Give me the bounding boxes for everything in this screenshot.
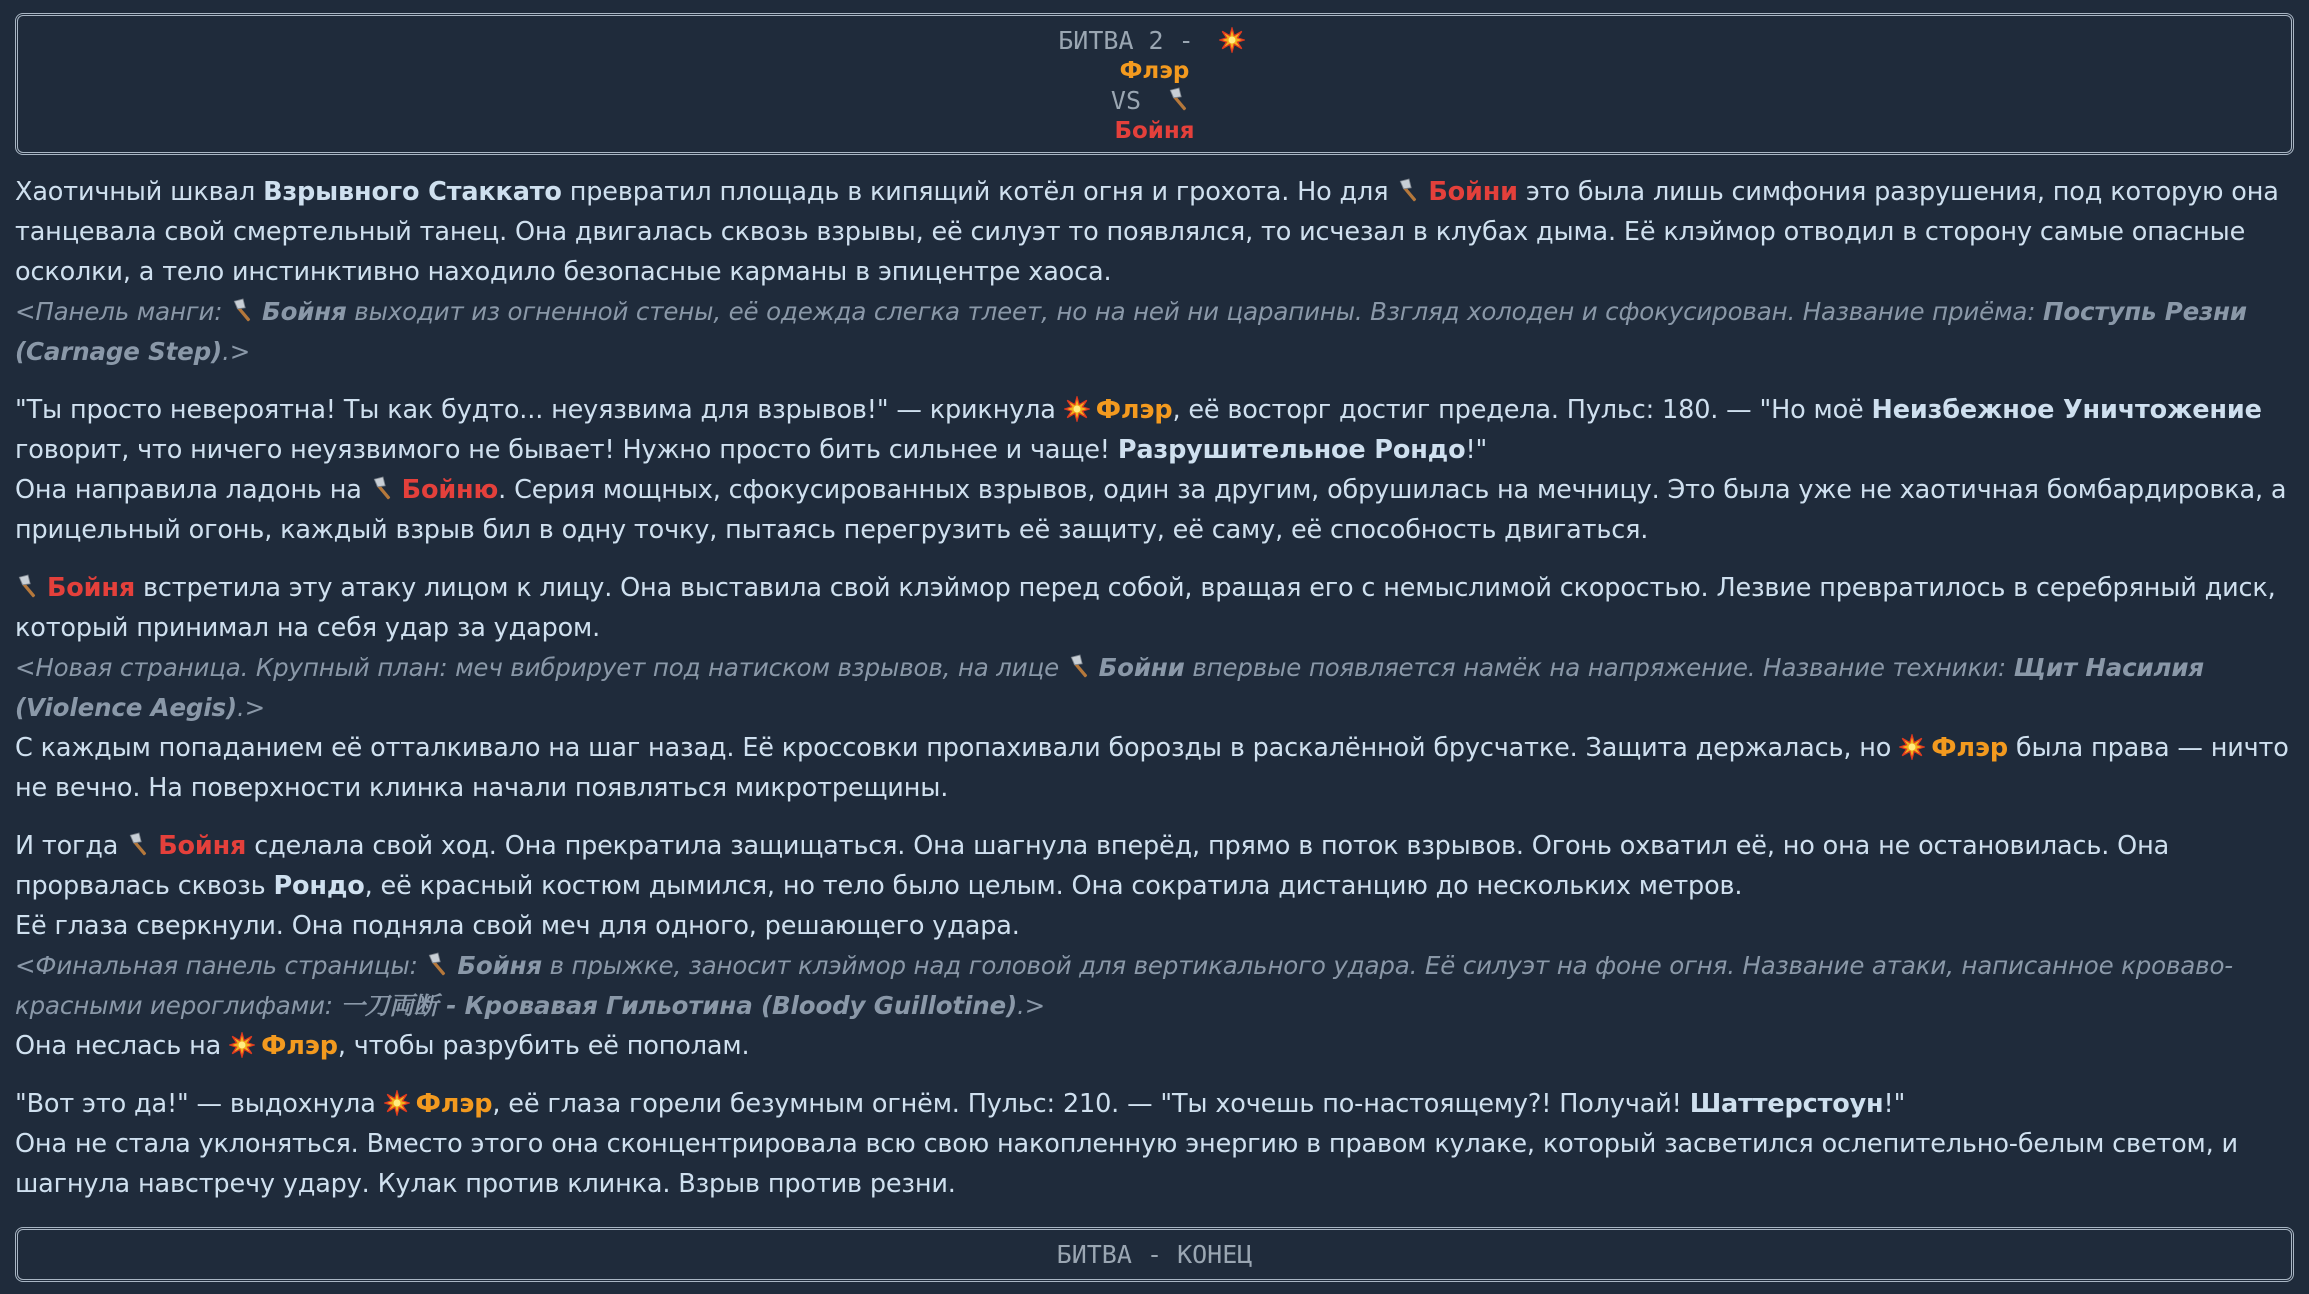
battle-footer bbox=[15, 1227, 2294, 1282]
fighter-name-fleur: Флэр bbox=[415, 1089, 493, 1119]
text-run: в прыжке, заносит клэймор над головой для вертикального удара. Её силуэт на фоне огня. Название атаки, написанное кроваво-красными иероглифами: bbox=[15, 951, 2233, 1020]
text-run: <Новая страница. Крупный план: меч вибрирует под натиском взрывов, на лице bbox=[15, 653, 1067, 682]
text-run: , чтобы разрубить её пополам. bbox=[337, 1031, 750, 1061]
story-line bbox=[15, 1124, 2299, 1204]
fighter-name-boinya: Бойни bbox=[1428, 177, 1518, 207]
text-run: Её глаза сверкнули. Она подняла свой меч для одного, решающего удара. bbox=[15, 911, 1020, 941]
fighter-name-boinya: Бойня bbox=[158, 831, 247, 861]
text-run: выходит из огненной стены, её одежда слегка тлеет, но на ней ни царапины. Взгляд холоден и сфокусирован. Название приёма: bbox=[346, 297, 2043, 326]
header-fighter1-line bbox=[18, 55, 2291, 86]
text-run: превратил площадь в кипящий котёл огня и грохота. Но для bbox=[561, 177, 1397, 207]
text-run: <Панель манги: bbox=[15, 297, 231, 326]
header-vs-line bbox=[18, 86, 2291, 115]
axe-icon bbox=[1166, 87, 1192, 113]
technique-name: Взрывного Стаккато bbox=[263, 177, 562, 207]
text-run: , её глаза горели безумным огнём. Пульс: 210. — "Ты хочешь по-настоящему?! Получай! bbox=[492, 1089, 1690, 1119]
header-fighter2-line bbox=[18, 115, 2291, 146]
explosion-icon bbox=[1064, 396, 1090, 422]
story-line bbox=[15, 390, 2299, 470]
story-text bbox=[15, 172, 2299, 1222]
story-line bbox=[15, 568, 2299, 648]
axe-icon bbox=[126, 832, 152, 858]
fighter1-name: Флэр bbox=[1119, 58, 1190, 84]
axe-icon bbox=[15, 574, 41, 600]
manga-panel-note bbox=[15, 946, 2299, 1026]
text-run: Она не стала уклоняться. Вместо этого она сконцентрировала всю свою накопленную энергию в правом кулаке, который засветился ослепительно-белым светом, и шагнула навстречу удару. Кулак против клинка. Взрыв против резни. bbox=[15, 1129, 2238, 1199]
text-run: И тогда bbox=[15, 831, 127, 861]
text-run: "Ты просто невероятна! Ты как будто... неуязвима для взрывов!" — крикнула bbox=[15, 395, 1064, 425]
fighter-name-fleur: Флэр bbox=[1095, 395, 1173, 425]
footer-text: БИТВА - КОНЕЦ bbox=[1056, 1240, 1253, 1269]
story-line bbox=[15, 906, 2299, 946]
technique-name: Рондо bbox=[273, 871, 365, 901]
text-run: .> bbox=[1017, 991, 1046, 1020]
text-run: была права — ничто не вечно. На поверхности клинка начали появляться микротрещины. bbox=[15, 733, 2289, 803]
story-line bbox=[15, 728, 2299, 808]
explosion-icon bbox=[1899, 734, 1925, 760]
text-run: "Вот это да!" — выдохнула bbox=[15, 1089, 384, 1119]
explosion-icon bbox=[384, 1090, 410, 1116]
fighter-name-boinya: Бойни bbox=[1098, 653, 1185, 682]
text-run: . Серия мощных, сфокусированных взрывов, один за другим, обрушилась на мечницу. Это была уже не хаотичная бомбардировка, а прицельный огонь, каждый взрыв бил в одну точку, пытаясь перегрузить её защиту, её саму, её способность двигаться. bbox=[15, 475, 2287, 545]
text-run: <Финальная панель страницы: bbox=[15, 951, 426, 980]
text-run: .> bbox=[222, 337, 251, 366]
vs-label: VS bbox=[1110, 86, 1142, 115]
header-title-line bbox=[18, 26, 2291, 55]
paragraph-5 bbox=[15, 1084, 2299, 1204]
text-run: встретила эту атаку лицом к лицу. Она выставила свой клэймор перед собой, вращая его с немыслимой скоростью. Лезвие превратилось в серебряный диск, который принимал на себя удар за ударом. bbox=[15, 573, 2276, 643]
manga-panel-note bbox=[15, 292, 2299, 372]
fighter-name-boinya: Бойня bbox=[457, 951, 542, 980]
header-title: БИТВА 2 - bbox=[1058, 26, 1194, 55]
axe-icon bbox=[230, 298, 256, 324]
technique-name: 一刀両断 - Кровавая Гильотина (Bloody Guillotine) bbox=[340, 991, 1018, 1020]
story-line bbox=[15, 470, 2299, 550]
text-run: !" bbox=[1883, 1089, 1906, 1119]
technique-name: Шаттерстоун bbox=[1689, 1089, 1884, 1119]
fighter-name-fleur: Флэр bbox=[261, 1031, 338, 1061]
battle-header bbox=[15, 13, 2294, 155]
text-run: Хаотичный шквал bbox=[15, 177, 264, 207]
explosion-icon bbox=[1219, 27, 1245, 53]
story-line bbox=[15, 172, 2299, 292]
fighter-name-fleur: Флэр bbox=[1931, 733, 2008, 763]
text-run: говорит, что ничего неуязвимого не бывает! Нужно просто бить сильнее и чаще! bbox=[15, 435, 1118, 465]
text-run: .> bbox=[236, 693, 266, 722]
text-run: , её восторг достиг предела. Пульс: 180. — "Но моё bbox=[1172, 395, 1872, 425]
explosion-icon bbox=[229, 1032, 255, 1058]
story-line bbox=[15, 826, 2299, 906]
story-line bbox=[15, 1084, 2299, 1124]
paragraph-1 bbox=[15, 172, 2299, 372]
paragraph-2 bbox=[15, 390, 2299, 550]
axe-icon bbox=[1067, 654, 1093, 680]
technique-name: Поступь Резни (Carnage Step) bbox=[15, 297, 2247, 366]
text-run: Она направила ладонь на bbox=[15, 475, 370, 505]
fighter-name-boinya: Бойня bbox=[262, 297, 347, 326]
paragraph-3 bbox=[15, 568, 2299, 808]
manga-panel-note bbox=[15, 648, 2299, 728]
text-run: !" bbox=[1465, 435, 1488, 465]
fighter2-name: Бойня bbox=[1114, 118, 1195, 144]
axe-icon bbox=[1396, 178, 1422, 204]
text-run: С каждым попаданием её отталкивало на шаг назад. Её кроссовки пропахивали борозды в раскалённой брусчатке. Защита держалась, но bbox=[15, 733, 1900, 763]
text-run: Она неслась на bbox=[15, 1031, 230, 1061]
paragraph-4 bbox=[15, 826, 2299, 1066]
text-run: это была лишь симфония разрушения, под которую она танцевала свой смертельный танец. Она двигалась сквозь взрывы, её силуэт то появлялся, то исчезал в клубах дыма. Её клэймор отводил в сторону самые опасные осколки, а тело инстинктивно находило безопасные карманы в эпицентре хаоса. bbox=[15, 177, 2279, 287]
fighter-name-boinya: Бойню bbox=[401, 475, 499, 505]
text-run: , её красный костюм дымился, но тело было целым. Она сократила дистанцию до нескольких метров. bbox=[364, 871, 1743, 901]
fighter-name-boinya: Бойня bbox=[47, 573, 136, 603]
text-run: сделала свой ход. Она прекратила защищаться. Она шагнула вперёд, прямо в поток взрывов. Огонь охватил её, но она не остановилась. Она прорвалась сквозь bbox=[15, 831, 2170, 901]
story-line bbox=[15, 1026, 2299, 1066]
text-run: впервые появляется намёк на напряжение. Название техники: bbox=[1184, 653, 2014, 682]
axe-icon bbox=[370, 476, 396, 502]
technique-name: Неизбежное Уничтожение bbox=[1871, 395, 2262, 425]
technique-name: Разрушительное Рондо bbox=[1117, 435, 1466, 465]
axe-icon bbox=[425, 952, 451, 978]
technique-name: Щит Насилия (Violence Aegis) bbox=[15, 653, 2204, 722]
